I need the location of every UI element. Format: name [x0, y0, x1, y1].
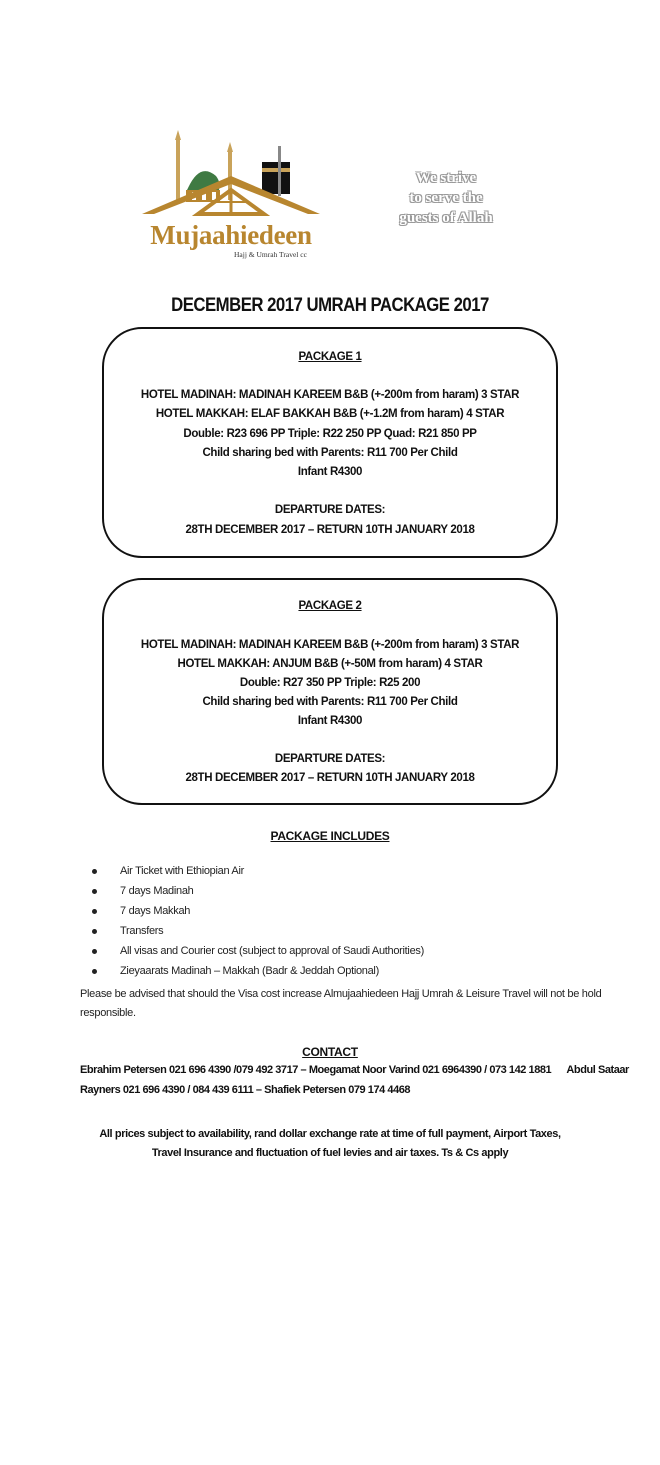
- page-title: DECEMBER 2017 UMRAH PACKAGE 2017: [171, 294, 489, 316]
- bullet-icon: [92, 969, 97, 974]
- package-1-hotel-makkah: HOTEL MAKKAH: ELAF BAKKAH B&B (+-1.2M from haram) 4 STAR: [155, 408, 505, 420]
- package-2-child-price: Child sharing bed with Parents: R11 700 Per Child: [202, 696, 458, 708]
- terms-line-2: Travel Insurance and fluctuation of fuel levies and air taxes. Ts & Cs apply: [151, 1147, 509, 1159]
- package-1-heading: PACKAGE 1: [298, 351, 362, 363]
- package-2-hotel-madinah: HOTEL MADINAH: MADINAH KAREEM B&B (+-200m from haram) 3 STAR: [140, 639, 520, 651]
- contact-heading: CONTACT: [302, 1045, 358, 1059]
- tagline-line-3: guests of Allah: [399, 210, 493, 226]
- package-includes-heading: PACKAGE INCLUDES: [270, 829, 390, 843]
- package-2-infant-price: Infant R4300: [297, 715, 363, 727]
- include-item-text: 7 days Makkah: [120, 905, 191, 917]
- list-item: [86, 958, 424, 978]
- package-2-prices: Double: R27 350 PP Triple: R25 200: [239, 677, 421, 689]
- bullet-icon: [92, 949, 97, 954]
- package-1-infant-price: Infant R4300: [297, 466, 363, 478]
- visa-note-line-2: responsible.: [80, 1007, 136, 1019]
- package-1-box: [102, 327, 558, 558]
- package-1-departure-label: DEPARTURE DATES:: [274, 504, 386, 516]
- logo-brand-name: Mujaahiedeen: [150, 220, 312, 250]
- list-item: [86, 918, 424, 938]
- package-includes-list: [86, 858, 424, 978]
- list-item: [86, 898, 424, 918]
- package-2-box: [102, 578, 558, 805]
- contact-line-1: Ebrahim Petersen 021 696 4390 /079 492 3717 – Moegamat Noor Varind 021 6964390 / 073 142 1881 Abdul Sataar: [80, 1064, 629, 1076]
- contact-line-2: Rayners 021 696 4390 / 084 439 6111 – Shafiek Petersen 079 174 4468: [80, 1084, 411, 1096]
- bullet-icon: [92, 869, 97, 874]
- include-item-text: Air Ticket with Ethiopian Air: [120, 865, 244, 877]
- list-item: [86, 858, 424, 878]
- contact-details: [80, 1060, 629, 1100]
- package-2-departure-dates: 28TH DECEMBER 2017 – RETURN 10TH JANUARY 2018: [185, 772, 475, 784]
- package-1-child-price: Child sharing bed with Parents: R11 700 Per Child: [202, 447, 458, 459]
- tagline-line-2: to serve the: [409, 190, 483, 206]
- mosque-kaaba-logo-icon: [138, 128, 324, 228]
- package-2-hotel-makkah: HOTEL MAKKAH: ANJUM B&B (+-50M from haram) 4 STAR: [177, 658, 483, 670]
- bullet-icon: [92, 929, 97, 934]
- tagline: [386, 168, 506, 228]
- include-item-text: 7 days Madinah: [120, 885, 194, 897]
- package-1-departure-dates: 28TH DECEMBER 2017 – RETURN 10TH JANUARY 2018: [185, 524, 475, 536]
- include-item-text: All visas and Courier cost (subject to approval of Saudi Authorities): [120, 945, 424, 957]
- list-item: [86, 938, 424, 958]
- package-2-departure-label: DEPARTURE DATES:: [274, 753, 386, 765]
- terms-line-1: All prices subject to availability, rand dollar exchange rate at time of full payment, Airport Taxes,: [99, 1128, 561, 1140]
- visa-note: [80, 985, 602, 1023]
- bullet-icon: [92, 909, 97, 914]
- include-item-text: Transfers: [120, 925, 164, 937]
- package-2-heading: PACKAGE 2: [298, 600, 362, 612]
- logo-subtitle: Hajj & Umrah Travel cc: [234, 250, 307, 259]
- company-logo: [138, 128, 324, 264]
- package-1-hotel-madinah: HOTEL MADINAH: MADINAH KAREEM B&B (+-200m from haram) 3 STAR: [140, 389, 520, 401]
- tagline-line-1: We strive: [415, 170, 477, 186]
- list-item: [86, 878, 424, 898]
- package-1-prices: Double: R23 696 PP Triple: R22 250 PP Quad: R21 850 PP: [183, 428, 477, 440]
- bullet-icon: [92, 889, 97, 894]
- include-item-text: Zieyaarats Madinah – Makkah (Badr & Jeddah Optional): [120, 965, 379, 977]
- visa-note-line-1: Please be advised that should the Visa cost increase Almujaahiedeen Hajj Umrah & Leisure Travel will not be hold: [80, 988, 602, 1000]
